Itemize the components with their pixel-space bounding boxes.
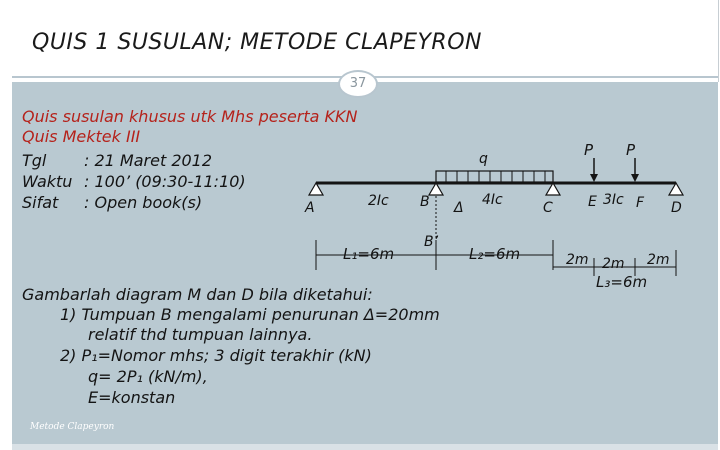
label-inertia-ab: 2Ic bbox=[368, 193, 389, 209]
problem-item1-line2: relatif thd tumpuan lainnya. bbox=[88, 325, 313, 344]
label-c: C bbox=[543, 200, 553, 216]
problem-intro: Gambarlah diagram M dan D bila diketahui: bbox=[22, 285, 373, 304]
info-sifat-value: : Open book(s) bbox=[84, 193, 203, 212]
footer-caption: Metode Clapeyron bbox=[30, 422, 115, 432]
info-waktu-value: : 100’ (09:30-11:10) bbox=[84, 172, 246, 191]
label-inertia-cd: 3Ic bbox=[603, 192, 624, 208]
problem-item2-line3: E=konstan bbox=[88, 388, 176, 407]
page-number-badge: 37 bbox=[338, 70, 378, 98]
info-tgl-value: : 21 Maret 2012 bbox=[84, 151, 213, 170]
support-a-icon bbox=[309, 183, 323, 195]
problem-item1-line1: 1) Tumpuan B mengalami penurunan Δ=20mm bbox=[60, 305, 440, 324]
info-waktu-label: Waktu bbox=[22, 172, 73, 191]
info-line-mektek: Quis Mektek III bbox=[22, 127, 141, 146]
label-l3: L₃=6m bbox=[596, 273, 648, 291]
label-inertia-bc: 4Ic bbox=[482, 192, 503, 208]
support-d-icon bbox=[669, 183, 683, 195]
distributed-load-arrows bbox=[446, 171, 545, 182]
problem-item2-line2: q= 2P₁ (kN/m), bbox=[88, 367, 208, 386]
label-seg1: 2m bbox=[566, 252, 589, 268]
label-b-prime: B’ bbox=[424, 234, 439, 250]
info-tgl-label: Tgl bbox=[22, 151, 47, 170]
label-l1: L₁=6m bbox=[343, 245, 395, 263]
label-q: q bbox=[479, 151, 488, 167]
support-b-icon bbox=[429, 183, 443, 195]
point-load-2-head bbox=[631, 174, 639, 182]
label-p2: P bbox=[626, 141, 636, 159]
support-c-icon bbox=[546, 183, 560, 195]
label-e: E bbox=[588, 194, 597, 210]
info-line-kkn: Quis susulan khusus utk Mhs peserta KKN bbox=[22, 107, 358, 126]
label-f: F bbox=[636, 195, 645, 211]
label-seg2: 2m bbox=[602, 256, 625, 272]
label-p1: P bbox=[584, 141, 594, 159]
label-delta: Δ bbox=[454, 200, 464, 216]
label-seg3: 2m bbox=[647, 252, 670, 268]
label-l2: L₂=6m bbox=[469, 245, 521, 263]
label-d: D bbox=[671, 200, 682, 216]
distributed-load-box bbox=[436, 171, 553, 182]
problem-item2-line1: 2) P₁=Nomor mhs; 3 digit terakhir (kN) bbox=[60, 346, 372, 365]
point-load-1-head bbox=[590, 174, 598, 182]
slide-title: QUIS 1 SUSULAN; METODE CLAPEYRON bbox=[32, 30, 482, 55]
label-a: A bbox=[305, 200, 315, 216]
label-b: B bbox=[420, 194, 430, 210]
info-sifat-label: Sifat bbox=[22, 193, 59, 212]
